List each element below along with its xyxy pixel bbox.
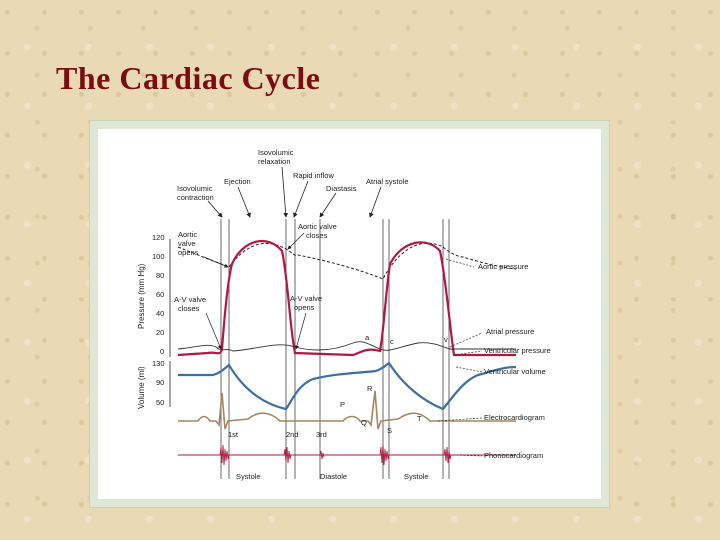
pressure-axis bbox=[137, 233, 170, 357]
tick-60: 60 bbox=[156, 290, 165, 299]
label-c-wave: c bbox=[390, 337, 394, 346]
volume-axis bbox=[137, 359, 170, 409]
av-closes-2: closes bbox=[178, 304, 200, 313]
label-aortic-pressure: Aortic pressure bbox=[478, 262, 529, 271]
aortic-opens-2: valve bbox=[178, 239, 196, 248]
av-opens-1: A-V valve bbox=[290, 294, 323, 303]
ecg-t: T bbox=[417, 414, 422, 423]
label-isovolumic-relaxation-1: Isovolumic bbox=[258, 148, 294, 157]
aortic-opens-3: opens bbox=[178, 248, 199, 257]
sound-1st: 1st bbox=[228, 430, 239, 439]
aortic-opens-1: Aortic bbox=[178, 230, 198, 239]
phase-lines bbox=[221, 219, 449, 479]
tick-40: 40 bbox=[156, 309, 165, 318]
av-closes-1: A-V valve bbox=[174, 295, 207, 304]
tick-20: 20 bbox=[156, 328, 165, 337]
bottom-systole-1: Systole bbox=[236, 472, 261, 481]
right-leader-lines bbox=[438, 259, 482, 456]
pressure-axis-label: Pressure (mm Hg) bbox=[137, 263, 146, 329]
av-opens-2: opens bbox=[294, 303, 315, 312]
ecg-p: P bbox=[340, 400, 346, 409]
sound-2nd: 2nd bbox=[286, 430, 299, 439]
aortic-closes-1: Aortic valve bbox=[298, 222, 337, 231]
cardiac-cycle-diagram bbox=[98, 129, 601, 499]
label-ventricular-volume: Ventricular volume bbox=[484, 367, 546, 376]
ecg-s: S bbox=[387, 426, 393, 435]
label-diastasis: Diastasis bbox=[326, 184, 357, 193]
diagram-panel bbox=[98, 129, 601, 499]
label-atrial-systole: Atrial systole bbox=[366, 177, 409, 186]
tick-80: 80 bbox=[156, 271, 165, 280]
label-v-wave: v bbox=[444, 335, 448, 344]
label-electrocardiogram: Electrocardiogram bbox=[484, 413, 545, 422]
tick-130: 130 bbox=[152, 359, 165, 368]
volume-axis-label: Volume (ml) bbox=[137, 366, 146, 409]
aortic-closes-2: closes bbox=[306, 231, 328, 240]
tick-90: 90 bbox=[156, 378, 165, 387]
label-isovolumic-relaxation-2: relaxation bbox=[258, 157, 291, 166]
tick-50: 50 bbox=[156, 398, 165, 407]
tick-100: 100 bbox=[152, 252, 165, 261]
label-phonocardiogram: Phonocardiogram bbox=[484, 451, 544, 460]
ecg-q: Q bbox=[361, 418, 367, 427]
bottom-systole-2: Systole bbox=[404, 472, 429, 481]
label-ejection: Ejection bbox=[224, 177, 251, 186]
sound-3rd: 3rd bbox=[316, 430, 327, 439]
diagram-frame bbox=[89, 120, 610, 508]
tick-0: 0 bbox=[160, 347, 165, 356]
ecg-r: R bbox=[367, 384, 373, 393]
page-title: The Cardiac Cycle bbox=[56, 60, 321, 96]
tick-120: 120 bbox=[152, 233, 165, 242]
label-isovolumic-contraction-1: Isovolumic bbox=[177, 184, 213, 193]
label-atrial-pressure: Atrial pressure bbox=[486, 327, 535, 336]
label-a-wave: a bbox=[365, 333, 370, 342]
label-ventricular-pressure: Ventricular pressure bbox=[484, 346, 551, 355]
bottom-diastole: Diastole bbox=[320, 472, 348, 481]
label-isovolumic-contraction-2: contraction bbox=[177, 193, 214, 202]
label-rapid-inflow: Rapid inflow bbox=[293, 171, 334, 180]
